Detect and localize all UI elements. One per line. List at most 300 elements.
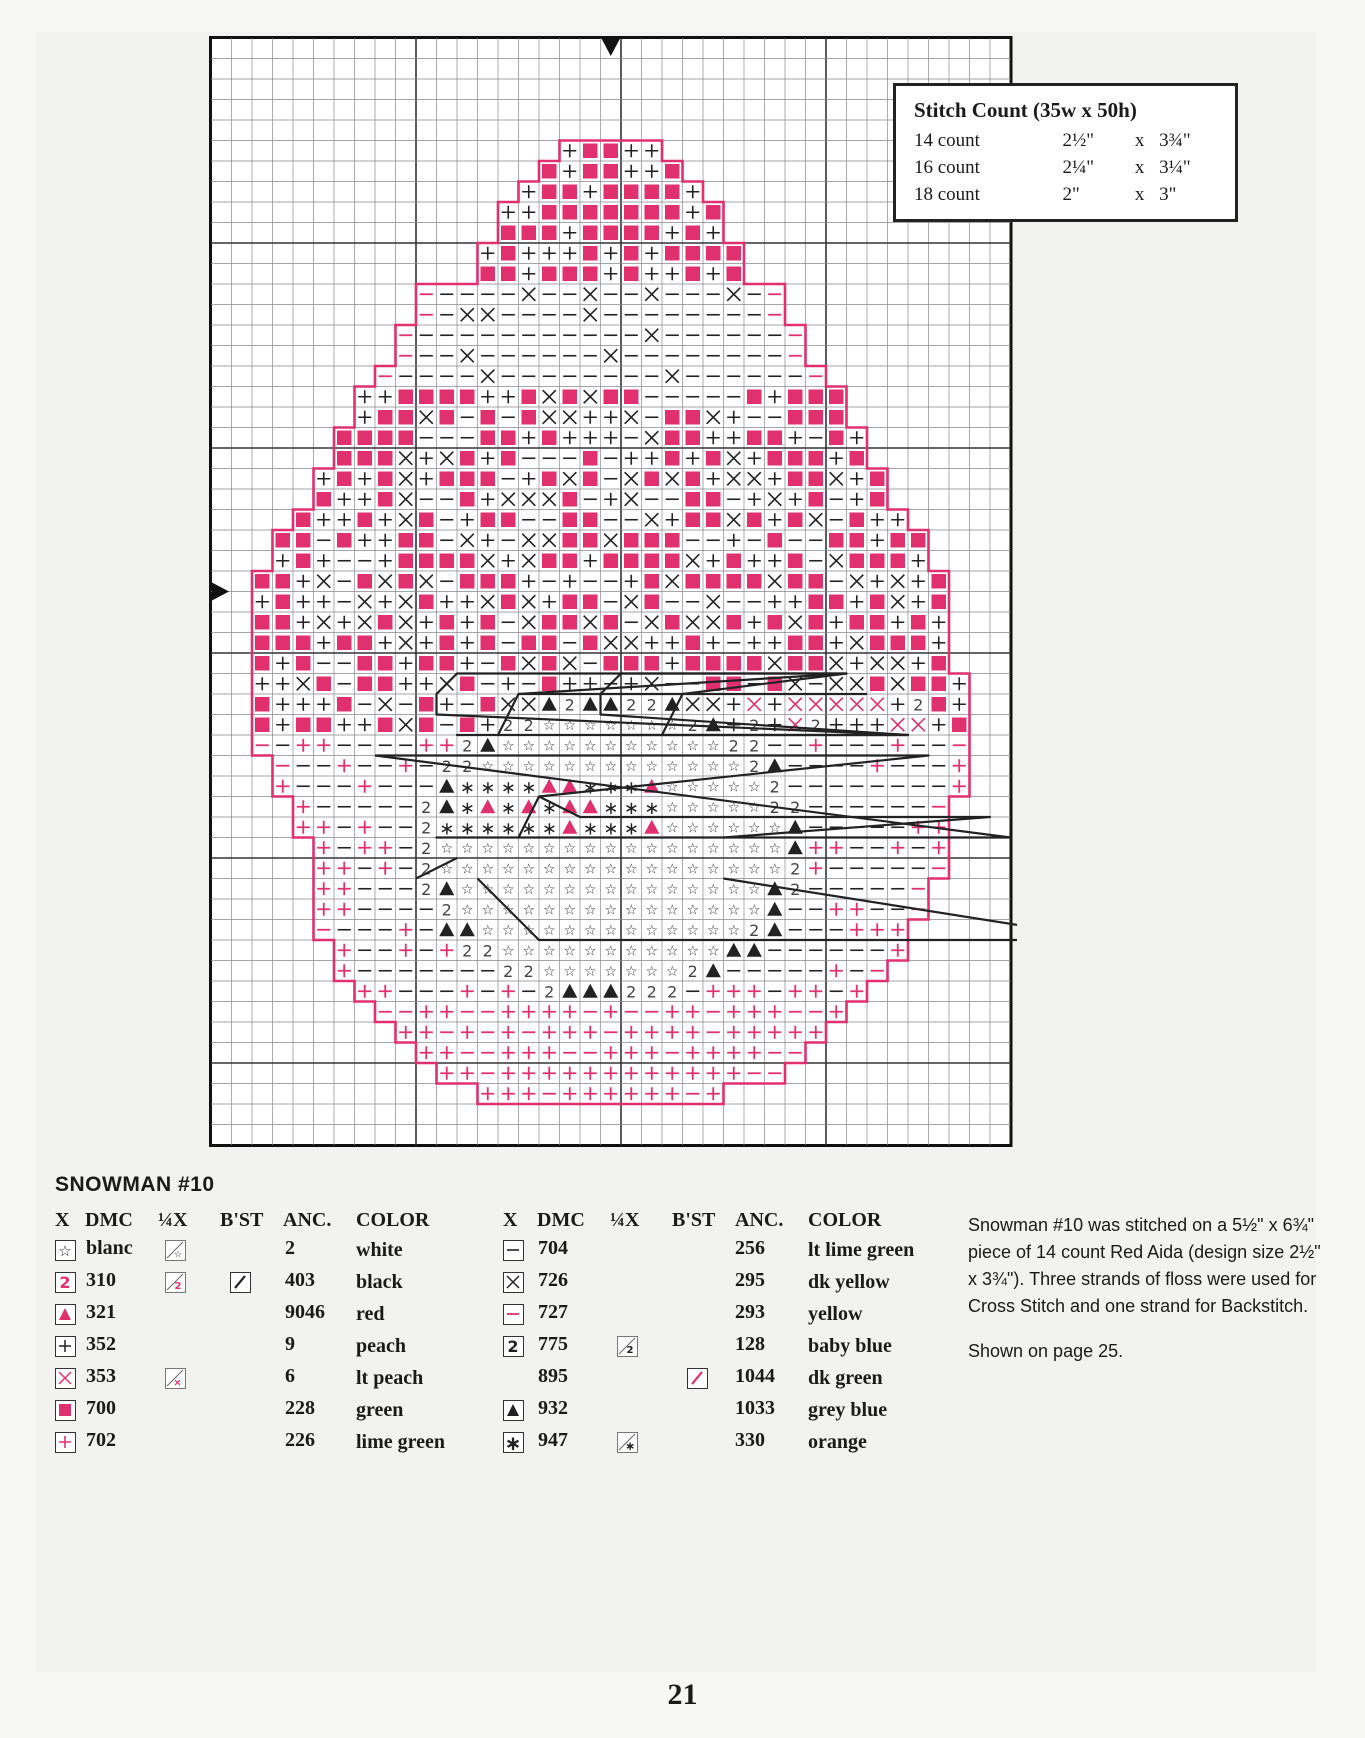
- svg-text:∗: ∗: [582, 818, 598, 840]
- header-color: COLOR: [356, 1209, 430, 1231]
- svg-text:☆: ☆: [727, 881, 741, 898]
- count-width: 2": [1062, 184, 1080, 205]
- svg-text:☆: ☆: [583, 840, 597, 857]
- svg-text:☆: ☆: [665, 779, 679, 796]
- svg-text:☆: ☆: [706, 881, 720, 898]
- svg-text:☆: ☆: [624, 758, 638, 775]
- svg-text:☆: ☆: [604, 758, 618, 775]
- svg-text:☆: ☆: [501, 840, 515, 857]
- svg-text:☆: ☆: [624, 717, 638, 734]
- svg-text:2: 2: [790, 879, 801, 899]
- svg-text:2: 2: [646, 695, 657, 715]
- svg-text:☆: ☆: [604, 881, 618, 898]
- svg-text:2: 2: [667, 982, 678, 1002]
- anchor-code: 2: [285, 1237, 295, 1259]
- symbol-dash-icon: [503, 1240, 524, 1261]
- svg-text:☆: ☆: [604, 861, 618, 878]
- svg-text:☆: ☆: [460, 840, 474, 857]
- svg-text:☆: ☆: [542, 902, 556, 919]
- svg-text:☆: ☆: [747, 881, 761, 898]
- svg-text:☆: ☆: [624, 881, 638, 898]
- svg-text:☆: ☆: [706, 861, 720, 878]
- stitch-count-row: [914, 181, 1217, 208]
- svg-text:☆: ☆: [542, 758, 556, 775]
- svg-text:2: 2: [687, 715, 698, 735]
- svg-text:2: 2: [462, 736, 473, 756]
- color-name: green: [356, 1399, 404, 1421]
- svg-text:2: 2: [790, 859, 801, 879]
- color-name: white: [356, 1239, 403, 1261]
- symbol-two-icon: [55, 1272, 76, 1293]
- count-height: 3¼": [1159, 157, 1191, 178]
- dmc-code: 702: [86, 1429, 116, 1451]
- count-x: x: [1134, 157, 1145, 178]
- svg-text:☆: ☆: [563, 902, 577, 919]
- svg-text:∗: ∗: [480, 777, 496, 799]
- svg-text:☆: ☆: [727, 779, 741, 796]
- svg-text:☆: ☆: [542, 717, 556, 734]
- svg-text:2: 2: [564, 695, 575, 715]
- dmc-code: 932: [538, 1397, 568, 1419]
- anchor-code: 295: [735, 1269, 765, 1291]
- svg-text:∗: ∗: [603, 797, 619, 819]
- svg-text:2: 2: [421, 818, 432, 838]
- svg-text:2: 2: [749, 715, 760, 735]
- svg-text:☆: ☆: [604, 902, 618, 919]
- anchor-code: 128: [735, 1333, 765, 1355]
- svg-text:☆: ☆: [747, 861, 761, 878]
- header-bst: B'ST: [220, 1209, 264, 1231]
- svg-text:☆: ☆: [706, 922, 720, 939]
- count-label: 16 count: [914, 157, 980, 178]
- symbol-dash-pink-icon: [503, 1304, 524, 1325]
- svg-text:☆: ☆: [583, 758, 597, 775]
- color-name: lime green: [356, 1431, 446, 1453]
- svg-text:☆: ☆: [706, 799, 720, 816]
- svg-text:☆: ☆: [481, 861, 495, 878]
- anchor-code: 1033: [735, 1397, 775, 1419]
- svg-text:☆: ☆: [706, 820, 720, 837]
- count-height: 3¾": [1159, 130, 1191, 151]
- svg-text:☆: ☆: [768, 840, 782, 857]
- svg-text:☆: ☆: [686, 820, 700, 837]
- svg-text:2: 2: [441, 756, 452, 776]
- svg-text:☆: ☆: [501, 738, 515, 755]
- svg-text:☆: ☆: [727, 758, 741, 775]
- svg-text:☆: ☆: [665, 943, 679, 960]
- svg-text:2: 2: [790, 797, 801, 817]
- svg-text:∗: ∗: [500, 818, 516, 840]
- dmc-code: 310: [86, 1269, 116, 1291]
- svg-text:☆: ☆: [563, 881, 577, 898]
- svg-text:∗: ∗: [624, 1439, 636, 1451]
- anchor-code: 9: [285, 1333, 295, 1355]
- svg-text:☆: ☆: [665, 758, 679, 775]
- svg-text:∗: ∗: [623, 797, 639, 819]
- svg-text:☆: ☆: [542, 738, 556, 755]
- svg-text:2: 2: [749, 736, 760, 756]
- svg-text:∗: ∗: [623, 777, 639, 799]
- svg-text:2: 2: [626, 695, 637, 715]
- svg-text:∗: ∗: [439, 818, 455, 840]
- svg-text:☆: ☆: [727, 820, 741, 837]
- svg-text:☆: ☆: [624, 902, 638, 919]
- svg-text:☆: ☆: [645, 922, 659, 939]
- svg-text:∗: ∗: [459, 777, 475, 799]
- color-name: orange: [808, 1431, 867, 1453]
- quarter-stitch-icon: [165, 1272, 186, 1293]
- dmc-code: 775: [538, 1333, 568, 1355]
- color-name: peach: [356, 1335, 406, 1357]
- dmc-code: 895: [538, 1365, 568, 1387]
- svg-text:∗: ∗: [504, 1433, 522, 1451]
- svg-text:2: 2: [749, 756, 760, 776]
- svg-text:☆: ☆: [440, 861, 454, 878]
- quarter-stitch-icon: [165, 1368, 186, 1389]
- count-label: 14 count: [914, 130, 980, 151]
- svg-text:☆: ☆: [501, 861, 515, 878]
- count-label: 18 count: [914, 184, 980, 205]
- svg-text:☆: ☆: [768, 820, 782, 837]
- svg-text:☆: ☆: [665, 881, 679, 898]
- svg-text:2: 2: [626, 1345, 634, 1355]
- svg-text:2: 2: [441, 900, 452, 920]
- svg-text:☆: ☆: [563, 922, 577, 939]
- quarter-stitch-icon: [617, 1432, 638, 1453]
- count-height: 3": [1159, 184, 1177, 205]
- svg-text:2: 2: [421, 859, 432, 879]
- svg-text:☆: ☆: [624, 943, 638, 960]
- svg-text:☆: ☆: [768, 861, 782, 878]
- symbol-cross-icon: [503, 1272, 524, 1293]
- svg-text:2: 2: [523, 961, 534, 981]
- svg-text:☆: ☆: [481, 922, 495, 939]
- svg-text:2: 2: [507, 1337, 519, 1355]
- svg-text:☆: ☆: [747, 799, 761, 816]
- svg-text:☆: ☆: [604, 738, 618, 755]
- stitch-count-row: [914, 127, 1217, 154]
- stitch-count-box: [893, 83, 1238, 222]
- svg-text:☆: ☆: [645, 738, 659, 755]
- color-name: yellow: [808, 1303, 863, 1325]
- anchor-code: 6: [285, 1365, 295, 1387]
- svg-text:☆: ☆: [604, 963, 618, 980]
- symbol-plus-pink-icon: [55, 1432, 76, 1453]
- dmc-code: 947: [538, 1429, 568, 1451]
- svg-text:☆: ☆: [522, 758, 536, 775]
- svg-text:☆: ☆: [563, 963, 577, 980]
- svg-text:☆: ☆: [686, 861, 700, 878]
- svg-text:☆: ☆: [665, 861, 679, 878]
- svg-text:2: 2: [421, 879, 432, 899]
- color-name: dk yellow: [808, 1271, 890, 1293]
- svg-text:2: 2: [728, 736, 739, 756]
- svg-text:2: 2: [503, 715, 514, 735]
- svg-text:∗: ∗: [500, 777, 516, 799]
- svg-text:2: 2: [769, 777, 780, 797]
- count-x: x: [1134, 184, 1145, 205]
- svg-text:☆: ☆: [481, 902, 495, 919]
- backstitch-icon: [687, 1368, 708, 1389]
- svg-text:2: 2: [626, 982, 637, 1002]
- svg-text:☆: ☆: [645, 717, 659, 734]
- backstitch-icon: [230, 1272, 251, 1293]
- header-bst: B'ST: [672, 1209, 716, 1231]
- dmc-code: 321: [86, 1301, 116, 1323]
- svg-text:☆: ☆: [481, 758, 495, 775]
- svg-text:☆: ☆: [665, 963, 679, 980]
- design-title: SNOWMAN #10: [55, 1173, 215, 1196]
- svg-text:☆: ☆: [686, 881, 700, 898]
- quarter-stitch-icon: [165, 1240, 186, 1261]
- anchor-code: 9046: [285, 1301, 325, 1323]
- svg-text:☆: ☆: [522, 922, 536, 939]
- svg-text:2: 2: [646, 982, 657, 1002]
- svg-text:☆: ☆: [583, 717, 597, 734]
- svg-text:☆: ☆: [583, 881, 597, 898]
- svg-text:☆: ☆: [563, 840, 577, 857]
- color-name: lt peach: [356, 1367, 424, 1389]
- svg-text:☆: ☆: [563, 758, 577, 775]
- svg-text:☆: ☆: [706, 758, 720, 775]
- quarter-stitch-icon: [617, 1336, 638, 1357]
- svg-text:∗: ∗: [521, 777, 537, 799]
- svg-text:☆: ☆: [747, 840, 761, 857]
- dmc-code: 726: [538, 1269, 568, 1291]
- svg-text:∗: ∗: [603, 818, 619, 840]
- symbol-two-black-icon: [503, 1336, 524, 1357]
- svg-text:☆: ☆: [727, 840, 741, 857]
- svg-text:☆: ☆: [686, 779, 700, 796]
- svg-text:☆: ☆: [686, 840, 700, 857]
- svg-text:2: 2: [462, 941, 473, 961]
- svg-text:☆: ☆: [542, 963, 556, 980]
- svg-text:☆: ☆: [747, 779, 761, 796]
- svg-text:∗: ∗: [644, 797, 660, 819]
- svg-text:☆: ☆: [542, 881, 556, 898]
- svg-text:∗: ∗: [623, 818, 639, 840]
- header-anc: ANC.: [735, 1209, 784, 1231]
- symbol-triangle-red-icon: [55, 1304, 76, 1325]
- header-x: X: [503, 1209, 518, 1231]
- svg-text:☆: ☆: [665, 840, 679, 857]
- svg-text:☆: ☆: [542, 840, 556, 857]
- svg-text:☆: ☆: [624, 840, 638, 857]
- header-dmc: DMC: [537, 1209, 585, 1231]
- svg-text:☆: ☆: [542, 861, 556, 878]
- svg-text:☆: ☆: [686, 799, 700, 816]
- svg-text:☆: ☆: [563, 738, 577, 755]
- anchor-code: 228: [285, 1397, 315, 1419]
- svg-text:☆: ☆: [522, 902, 536, 919]
- svg-text:☆: ☆: [645, 758, 659, 775]
- svg-text:2: 2: [462, 756, 473, 776]
- color-name: red: [356, 1303, 385, 1325]
- dmc-code: 353: [86, 1365, 116, 1387]
- anchor-code: 403: [285, 1269, 315, 1291]
- header-x: X: [55, 1209, 70, 1231]
- svg-text:2: 2: [769, 797, 780, 817]
- dmc-code: 352: [86, 1333, 116, 1355]
- svg-text:∗: ∗: [459, 818, 475, 840]
- color-name: lt lime green: [808, 1239, 915, 1261]
- svg-text:☆: ☆: [542, 943, 556, 960]
- svg-text:2: 2: [503, 961, 514, 981]
- svg-text:☆: ☆: [481, 840, 495, 857]
- symbol-asterisk-icon: [503, 1432, 524, 1453]
- dmc-code: blanc: [86, 1237, 133, 1259]
- symbol-square-pink-icon: [55, 1400, 76, 1421]
- svg-text:☆: ☆: [706, 738, 720, 755]
- svg-text:☆: ☆: [665, 902, 679, 919]
- svg-text:☆: ☆: [58, 1242, 72, 1259]
- page-number: 21: [667, 1678, 698, 1711]
- svg-text:☆: ☆: [686, 758, 700, 775]
- svg-text:☆: ☆: [624, 922, 638, 939]
- header-color: COLOR: [808, 1209, 882, 1231]
- svg-text:☆: ☆: [481, 881, 495, 898]
- svg-text:☆: ☆: [501, 758, 515, 775]
- anchor-code: 256: [735, 1237, 765, 1259]
- svg-text:☆: ☆: [522, 861, 536, 878]
- svg-text:☆: ☆: [665, 922, 679, 939]
- svg-text:☆: ☆: [440, 840, 454, 857]
- header-quarter: ¼X: [158, 1209, 188, 1231]
- symbol-cross-pink-icon: [55, 1368, 76, 1389]
- svg-text:☆: ☆: [727, 902, 741, 919]
- count-x: x: [1134, 130, 1145, 151]
- svg-text:☆: ☆: [665, 717, 679, 734]
- svg-text:☆: ☆: [583, 922, 597, 939]
- svg-text:☆: ☆: [686, 902, 700, 919]
- svg-text:2: 2: [749, 920, 760, 940]
- svg-text:☆: ☆: [624, 738, 638, 755]
- svg-text:☆: ☆: [604, 943, 618, 960]
- svg-text:☆: ☆: [604, 840, 618, 857]
- header-anc: ANC.: [283, 1209, 332, 1231]
- svg-text:☆: ☆: [706, 779, 720, 796]
- svg-text:2: 2: [544, 982, 555, 1002]
- svg-text:☆: ☆: [604, 717, 618, 734]
- svg-text:☆: ☆: [522, 881, 536, 898]
- svg-text:☆: ☆: [583, 963, 597, 980]
- svg-text:∗: ∗: [582, 777, 598, 799]
- svg-text:2: 2: [421, 797, 432, 817]
- svg-text:☆: ☆: [460, 881, 474, 898]
- anchor-code: 1044: [735, 1365, 775, 1387]
- svg-text:☆: ☆: [645, 963, 659, 980]
- svg-text:☆: ☆: [522, 738, 536, 755]
- svg-text:☆: ☆: [563, 717, 577, 734]
- svg-text:☆: ☆: [706, 943, 720, 960]
- svg-text:∗: ∗: [500, 797, 516, 819]
- stitch-count-title: Stitch Count (35w x 50h): [914, 98, 1137, 122]
- svg-text:∗: ∗: [459, 797, 475, 819]
- svg-text:☆: ☆: [542, 922, 556, 939]
- symbol-plus-icon: [55, 1336, 76, 1357]
- color-name: black: [356, 1271, 403, 1293]
- dmc-code: 700: [86, 1397, 116, 1419]
- notes-paragraph: Snowman #10 was stitched on a 5½" x 6¾" piece of 14 count Red Aida (design size 2½" x 3¾"). Three strands of floss were used for Cross Stitch and one strand for Backstitch.: [968, 1215, 1321, 1316]
- svg-text:2: 2: [810, 715, 821, 735]
- svg-text:☆: ☆: [583, 943, 597, 960]
- svg-text:☆: ☆: [665, 738, 679, 755]
- svg-text:☆: ☆: [583, 738, 597, 755]
- svg-text:☆: ☆: [727, 799, 741, 816]
- anchor-code: 293: [735, 1301, 765, 1323]
- svg-text:☆: ☆: [645, 840, 659, 857]
- svg-text:☆: ☆: [665, 820, 679, 837]
- anchor-code: 330: [735, 1429, 765, 1451]
- svg-text:☆: ☆: [645, 861, 659, 878]
- header-quarter: ¼X: [610, 1209, 640, 1231]
- dmc-code: 704: [538, 1237, 568, 1259]
- stitch-count-row: [914, 154, 1217, 181]
- svg-text:2: 2: [913, 695, 924, 715]
- svg-text:☆: ☆: [583, 861, 597, 878]
- svg-text:☆: ☆: [501, 943, 515, 960]
- svg-text:☆: ☆: [686, 943, 700, 960]
- svg-text:☆: ☆: [747, 820, 761, 837]
- svg-text:☆: ☆: [173, 1250, 183, 1259]
- svg-text:☆: ☆: [563, 861, 577, 878]
- svg-text:∗: ∗: [541, 797, 557, 819]
- svg-text:☆: ☆: [727, 922, 741, 939]
- svg-text:☆: ☆: [501, 922, 515, 939]
- count-width: 2½": [1062, 130, 1095, 151]
- symbol-triangle-icon: [503, 1400, 524, 1421]
- svg-text:2: 2: [421, 838, 432, 858]
- svg-text:☆: ☆: [747, 902, 761, 919]
- svg-text:2: 2: [687, 961, 698, 981]
- svg-text:☆: ☆: [706, 902, 720, 919]
- svg-text:☆: ☆: [583, 902, 597, 919]
- anchor-code: 226: [285, 1429, 315, 1451]
- svg-text:2: 2: [482, 941, 493, 961]
- svg-text:☆: ☆: [686, 738, 700, 755]
- svg-text:∗: ∗: [521, 818, 537, 840]
- svg-text:☆: ☆: [645, 881, 659, 898]
- svg-text:☆: ☆: [727, 861, 741, 878]
- svg-text:☆: ☆: [645, 943, 659, 960]
- svg-text:☆: ☆: [501, 881, 515, 898]
- notes-reference: Shown on page 25.: [968, 1341, 1124, 1361]
- svg-text:☆: ☆: [460, 902, 474, 919]
- svg-text:2: 2: [59, 1273, 71, 1291]
- svg-text:2: 2: [174, 1281, 182, 1291]
- stitching-notes: [968, 1212, 1328, 1383]
- svg-text:☆: ☆: [460, 861, 474, 878]
- svg-text:☆: ☆: [522, 943, 536, 960]
- svg-text:∗: ∗: [603, 777, 619, 799]
- color-name: baby blue: [808, 1335, 892, 1357]
- dmc-code: 727: [538, 1301, 568, 1323]
- svg-text:☆: ☆: [501, 902, 515, 919]
- color-name: dk green: [808, 1367, 883, 1389]
- svg-text:☆: ☆: [624, 861, 638, 878]
- svg-text:☆: ☆: [645, 902, 659, 919]
- color-name: grey blue: [808, 1399, 888, 1421]
- svg-text:☆: ☆: [624, 963, 638, 980]
- header-dmc: DMC: [85, 1209, 133, 1231]
- svg-text:2: 2: [523, 715, 534, 735]
- svg-text:☆: ☆: [604, 922, 618, 939]
- svg-text:☆: ☆: [665, 799, 679, 816]
- svg-text:☆: ☆: [686, 922, 700, 939]
- svg-text:☆: ☆: [706, 840, 720, 857]
- svg-text:☆: ☆: [522, 840, 536, 857]
- symbol-star-icon: [55, 1240, 76, 1261]
